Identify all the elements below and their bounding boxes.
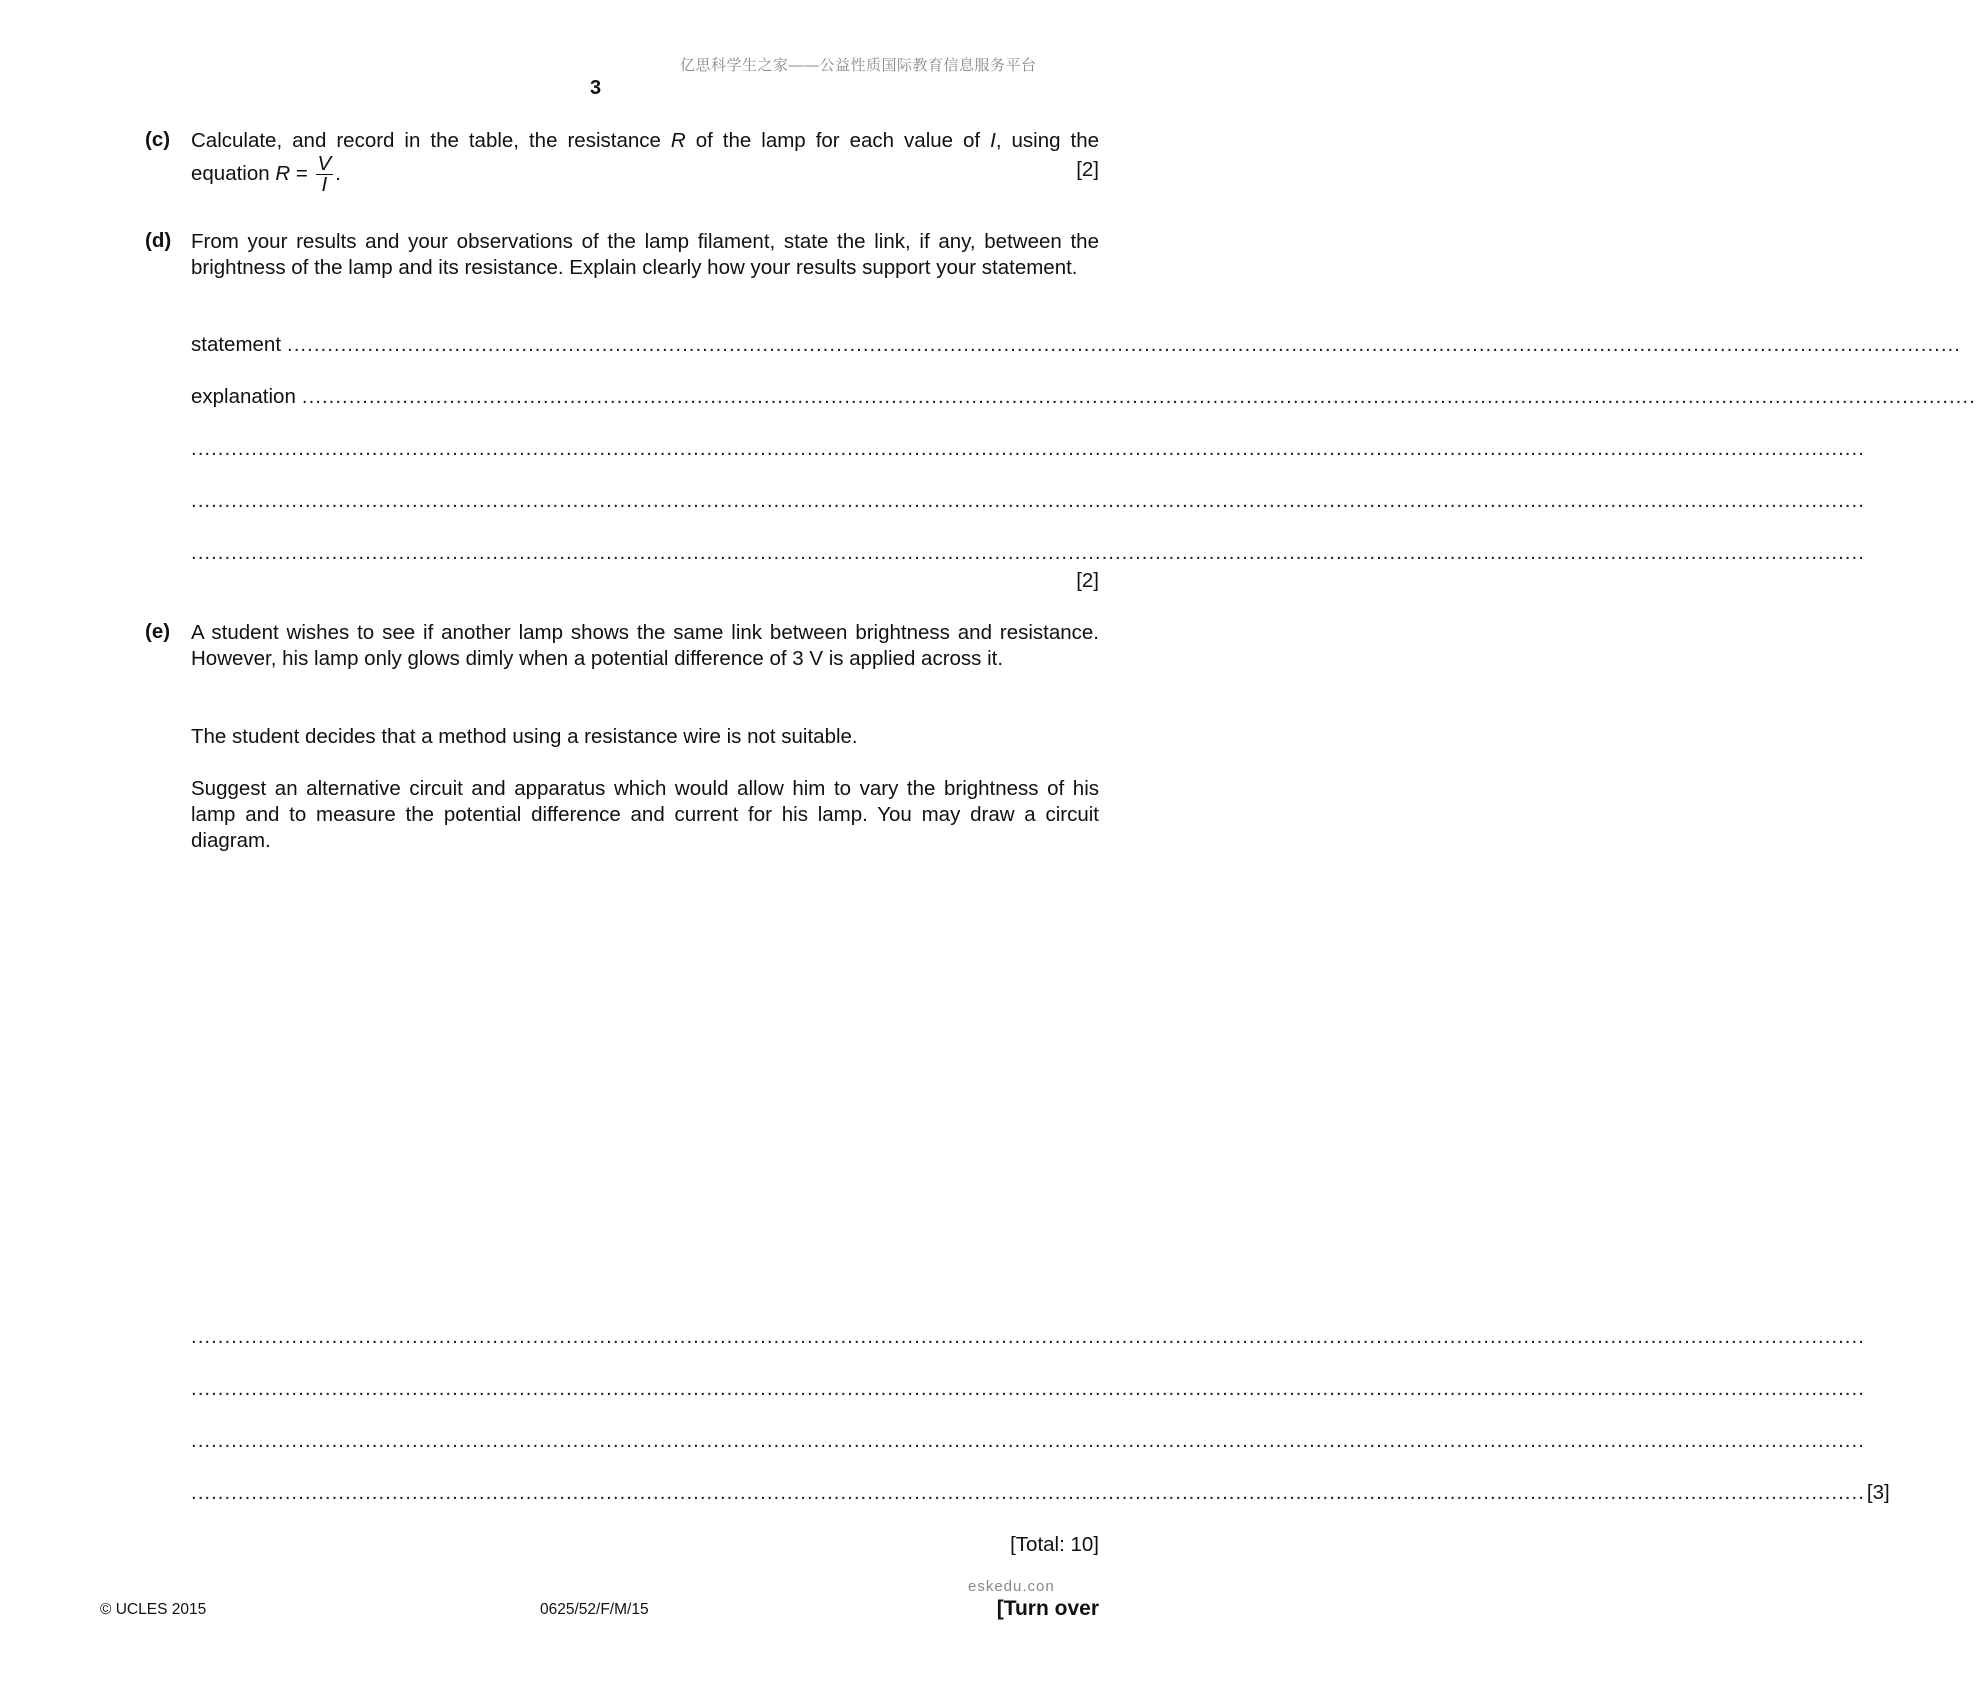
resistance-fraction: $\frac{V}{I}$ xyxy=(317,152,332,196)
answer-line[interactable]: .......................................................................................................................................................................................................................................................... xyxy=(191,489,1865,512)
paper-code: 0625/52/F/M/15 xyxy=(540,1601,649,1618)
circuit-diagram-area[interactable] xyxy=(191,870,1099,1320)
explanation-label: explanation xyxy=(191,385,296,408)
question-d-mark: [2] xyxy=(1076,569,1099,592)
answer-line[interactable]: .......................................................................................................................................................................................................................................................... xyxy=(191,1429,1865,1452)
copyright: © UCLES 2015 xyxy=(100,1601,207,1618)
turn-over: [Turn over xyxy=(996,1597,1099,1620)
answer-line[interactable]: .......................................................................................................................................................................................................................................................... xyxy=(191,437,1865,460)
question-c-label: (c) xyxy=(145,128,171,151)
statement-answer-line[interactable]: statement .......................................................................................................................................................................................................................................................... xyxy=(191,333,1961,356)
statement-label: statement xyxy=(191,333,282,356)
explanation-answer-line[interactable]: explanation .......................................................................................................................................................................................................................................................... xyxy=(191,385,1976,408)
question-e-mark: [3] xyxy=(1866,1481,1890,1504)
question-e-text-3: Suggest an alternative circuit and apparatus which would allow him to vary the brightness of his lamp and to measure the potential difference and current for his lamp. You may draw a circuit diagram. xyxy=(191,777,1099,852)
page-number: 3 xyxy=(589,77,602,99)
question-c-mark: [2] xyxy=(1076,158,1099,181)
question-e-text-1: A student wishes to see if another lamp shows the same link between brightness and resistance. However, his lamp only glows dimly when a potential difference of 3 V is applied across it. xyxy=(191,621,1099,670)
footer-watermark: eskedu.con xyxy=(968,1578,1055,1595)
question-d-label: (d) xyxy=(145,229,172,252)
question-d-text: From your results and your observations of the lamp filament, state the link, if any, between the brightness of the lamp and its resistance. Explain clearly how your results support your statement. xyxy=(191,230,1099,279)
total-mark: [Total: 10] xyxy=(1010,1533,1099,1556)
answer-line[interactable]: .......................................................................................................................................................................................................................................................... xyxy=(191,1377,1865,1400)
answer-line[interactable]: .......................................................................................................................................................................................................................................................... xyxy=(191,1325,1865,1348)
answer-line[interactable]: .......................................................................................................................................................................................................................................................... xyxy=(191,541,1865,564)
question-e-label: (e) xyxy=(145,620,171,643)
question-e-text-2: The student decides that a method using a resistance wire is not suitable. xyxy=(191,725,858,748)
answer-line-final[interactable]: .......................................................................................................................................................................................................................................................... [3] xyxy=(191,1481,1890,1504)
question-c-text: Calculate, and record in the table, the resistance R of the lamp for each value of I, using the equation R = $\frac{V}{I}$ . xyxy=(191,129,1100,196)
header-watermark: 亿思科学生之家——公益性质国际教育信息服务平台 xyxy=(680,57,1037,74)
